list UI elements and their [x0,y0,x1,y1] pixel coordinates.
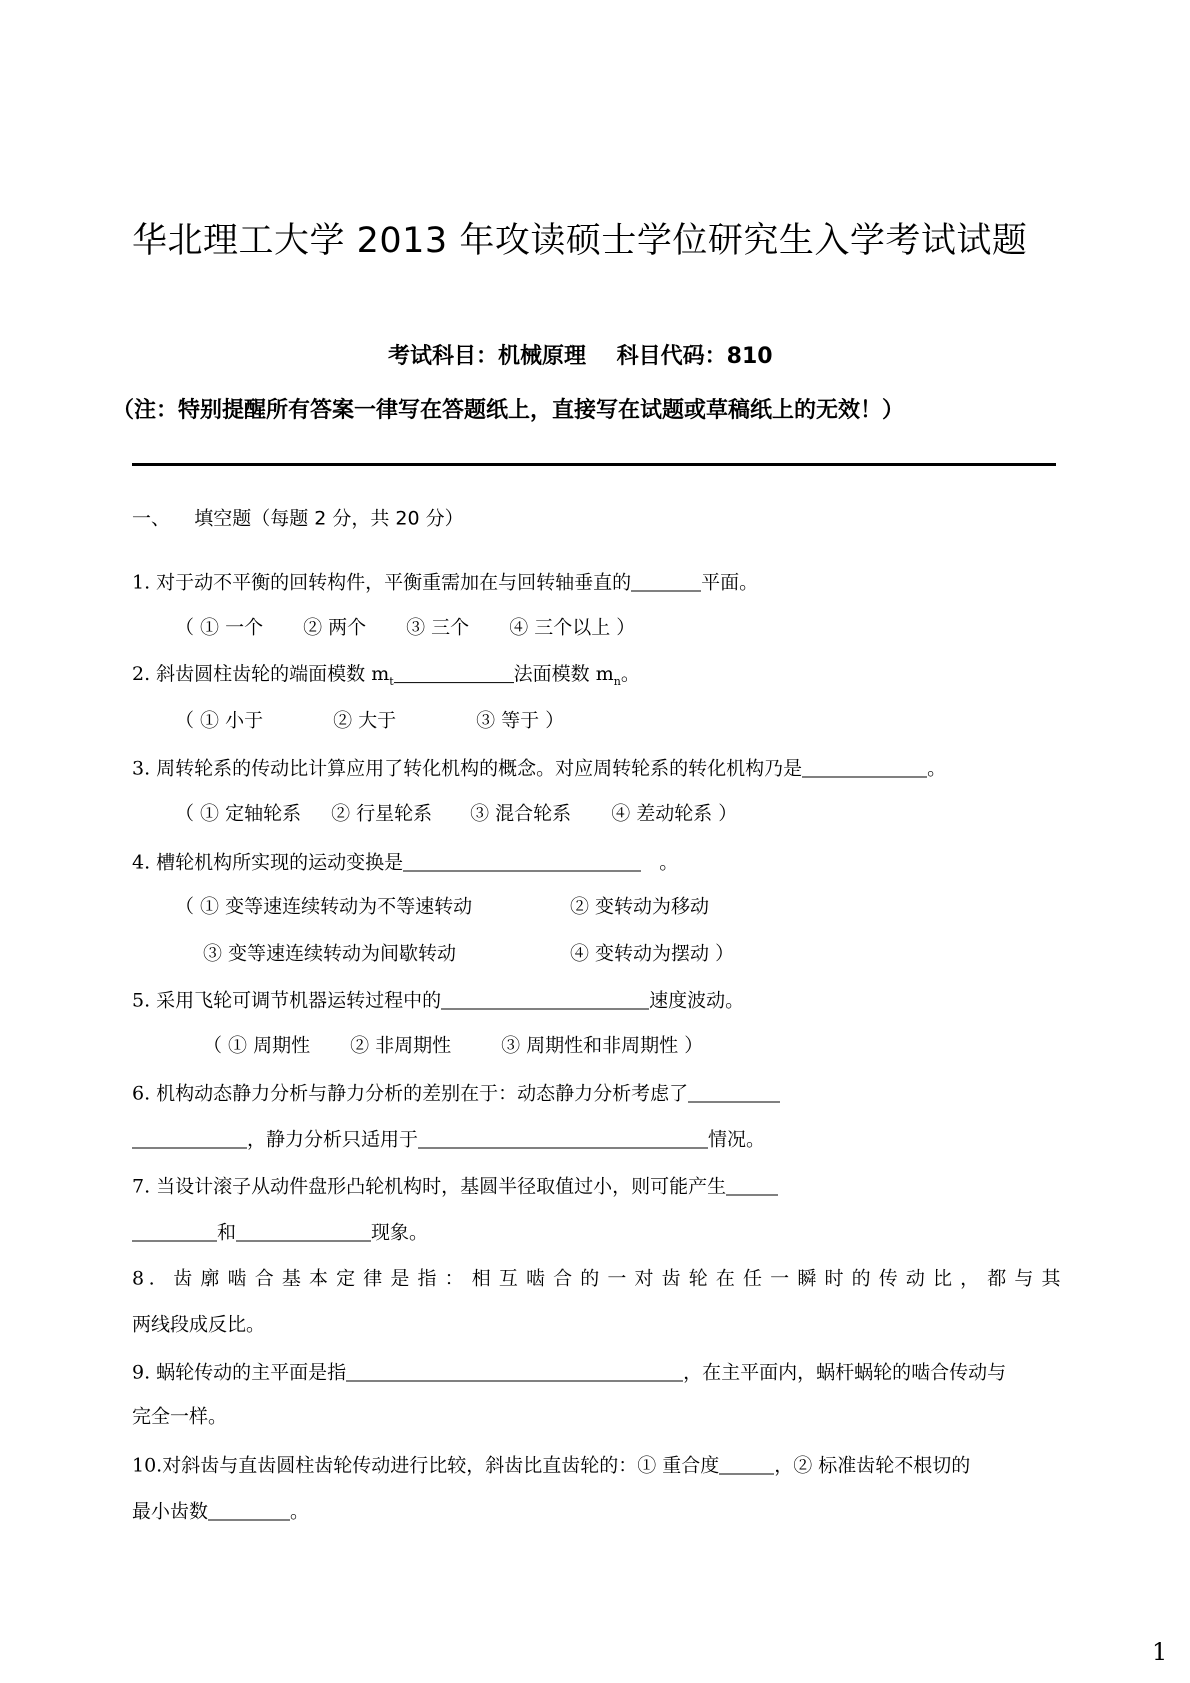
question-9 [132,1362,1006,1383]
answer-blank [394,663,514,683]
text-span: 。 [620,663,640,686]
question-1-options [175,616,636,639]
text-span: 1. 对于动不平衡的回转构件，平衡重需加在与回转轴垂直的 [132,571,632,594]
question-4-option-3: ③ 变等速连续转动为间歇转动 [203,942,457,965]
notice: （注：特别提醒所有答案一律写在答题纸上，直接写在试题或草稿纸上的无效！） [112,398,905,423]
answer-blank [631,572,701,592]
question-5-options [203,1034,704,1057]
answer-blank [132,1222,217,1242]
text-span: 。 [659,851,679,874]
exam-title: 华北理工大学 2013 年攻读硕士学位研究生入学考试试题 [132,221,1028,261]
text-span: ③ 三个 [406,616,470,639]
question-7-cont [132,1222,428,1243]
text-span: 9. 蜗轮传动的主平面是指 [132,1361,347,1384]
text-span: 3. 周转轮系的传动比计算应用了转化机构的概念。对应周转轮系的转化机构乃是 [132,757,803,780]
question-10 [132,1455,970,1476]
text-span: ② 两个 [303,616,367,639]
question-10-cont [132,1501,309,1522]
question-7 [132,1176,778,1197]
text-span: ③ 周期性和非周期性 ） [501,1034,704,1057]
answer-blank [418,1129,708,1149]
question-6-cont [132,1129,765,1150]
text-span: ② 行星轮系 [331,802,433,825]
text-span: （ ① 变等速连续转动为不等速转动 [175,895,473,918]
answer-blank [726,1176,778,1196]
text-span: （ ① 周期性 [203,1034,311,1057]
answer-blank [346,1362,683,1382]
text-span: ② 大于 [333,709,397,732]
question-2 [132,663,640,687]
question-4 [132,852,678,873]
question-1 [132,572,758,593]
text-span: 2. 斜齿圆柱齿轮的端面模数 m [132,663,390,686]
text-span: ，② 标准齿轮不根切的 [774,1454,971,1477]
text-span: ，在主平面内，蜗杆蜗轮的啮合传动与 [683,1361,1007,1384]
divider [132,463,1056,466]
answer-blank [236,1222,371,1242]
answer-blank [208,1501,290,1521]
text-span: ② 非周期性 [350,1034,452,1057]
question-4-option-4: ④ 变转动为摆动 ） [570,942,735,965]
text-span: 平面。 [701,571,759,594]
section-heading [132,507,464,530]
text-span: 6. 机构动态静力分析与静力分析的差别在于：动态静力分析考虑了 [132,1082,689,1105]
question-6 [132,1083,780,1104]
text-span: n [613,674,621,688]
text-span: 。 [927,757,947,780]
answer-blank [403,852,641,872]
question-5 [132,990,744,1011]
text-span: ④ 三个以上 ） [509,616,636,639]
section-title: 填空题（每题 2 分，共 20 分） [194,507,464,530]
answer-blank [719,1455,774,1475]
answer-blank [688,1083,780,1103]
text-span: （ ① 小于 [175,709,264,732]
text-span: 和 [217,1221,237,1244]
question-9-cont: 完全一样。 [132,1405,228,1428]
question-4-options-row1 [175,895,473,918]
text-span: 现象。 [371,1221,429,1244]
text-span: （ ① 一个 [175,616,264,639]
text-span: 4. 槽轮机构所实现的运动变换是 [132,851,404,874]
text-span: t [389,674,394,688]
text-span: ，静力分析只适用于 [247,1128,419,1151]
text-span: ③ 等于 ） [476,709,565,732]
answer-blank [132,1129,247,1149]
text-span: 5. 采用飞轮可调节机器运转过程中的 [132,989,442,1012]
question-8: 8. 齿廓啮合基本定律是指：相互啮合的一对齿轮在任一瞬时的传动比，都与其 [132,1267,1065,1290]
text-span: ③ 混合轮系 [470,802,572,825]
question-4-option-2: ② 变转动为移动 [570,895,710,918]
section-number: 一、 [132,507,171,530]
answer-blank [441,990,649,1010]
question-8-cont: 两线段成反比。 [132,1313,266,1336]
answer-blank [802,758,927,778]
text-span: 。 [290,1500,310,1523]
page-number: 1 [1152,1638,1168,1666]
text-span: 最小齿数 [132,1500,209,1523]
subject-line: 考试科目：机械原理 科目代码：810 [388,344,773,369]
question-3 [132,758,946,779]
question-2-options [175,709,565,732]
text-span: 7. 当设计滚子从动件盘形凸轮机构时，基圆半径取值过小，则可能产生 [132,1175,727,1198]
question-3-options [175,802,738,825]
text-span: 10.对斜齿与直齿圆柱齿轮传动进行比较，斜齿比直齿轮的：① 重合度 [132,1454,720,1477]
text-span: 速度波动。 [649,989,745,1012]
text-span: 情况。 [708,1128,766,1151]
text-span: ④ 差动轮系 ） [611,802,738,825]
text-span: 法面模数 m [513,663,614,686]
text-span: （ ① 定轴轮系 [175,802,302,825]
